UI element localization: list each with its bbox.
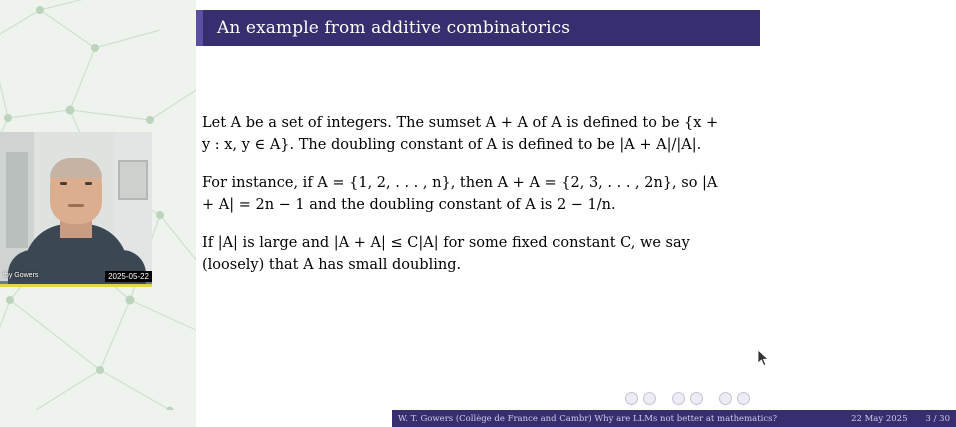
slide-body [202,112,722,292]
webcam-bg-door [6,152,28,248]
slide-title: An example from additive combinatorics [217,18,571,38]
nav-first-slide-button[interactable] [625,392,638,405]
slide-footer [392,410,956,427]
slide-paragraph-3: If |A| is large and |A + A| ≤ C|A| for some fixed constant C, we say (loosely) that A has small doubling. [202,235,690,273]
nav-forward-button[interactable] [690,392,703,405]
speaker-mouth [68,204,84,207]
participant-name-label: thy Gowers [3,272,39,279]
presentation-slide [196,0,950,427]
footer-left-mask [0,410,196,427]
slide-navigation-bar[interactable] [625,392,750,405]
footer-talk-title: Why are LLMs not better at mathematics? [594,413,778,424]
nav-previous-slide-button[interactable] [643,392,656,405]
footer-author-title [398,414,851,424]
speaker-eye-left [60,182,67,185]
nav-last-slide-button[interactable] [737,392,750,405]
recording-date-badge: 2025-05-22 [105,271,152,282]
footer-author: W. T. Gowers (Collège de France and Cambr) [398,413,595,424]
footer-date: 22 May 2025 [851,413,908,424]
footer-page-number: 3 / 30 [925,413,950,424]
nav-next-slide-button[interactable] [719,392,732,405]
slide-title-bar [196,10,760,46]
slide-paragraph-1: Let A be a set of integers. The sumset A + A of A is defined to be {x + y : x, y ∈ A}. The doubling constant of A is defined to be |A + A|/|A|. [202,115,719,153]
nav-back-button[interactable] [672,392,685,405]
webcam-thumbnail[interactable] [0,132,152,287]
speaker-eye-right [85,182,92,185]
slide-paragraph-2: For instance, if A = {1, 2, . . . , n}, then A + A = {2, 3, . . . , 2n}, so |A + A| = 2n − 1 and the doubling constant of A is 2 − 1/n. [202,175,718,213]
slide-title-accent-stripe [196,10,203,46]
webcam-bg-picture-frame [118,160,148,200]
